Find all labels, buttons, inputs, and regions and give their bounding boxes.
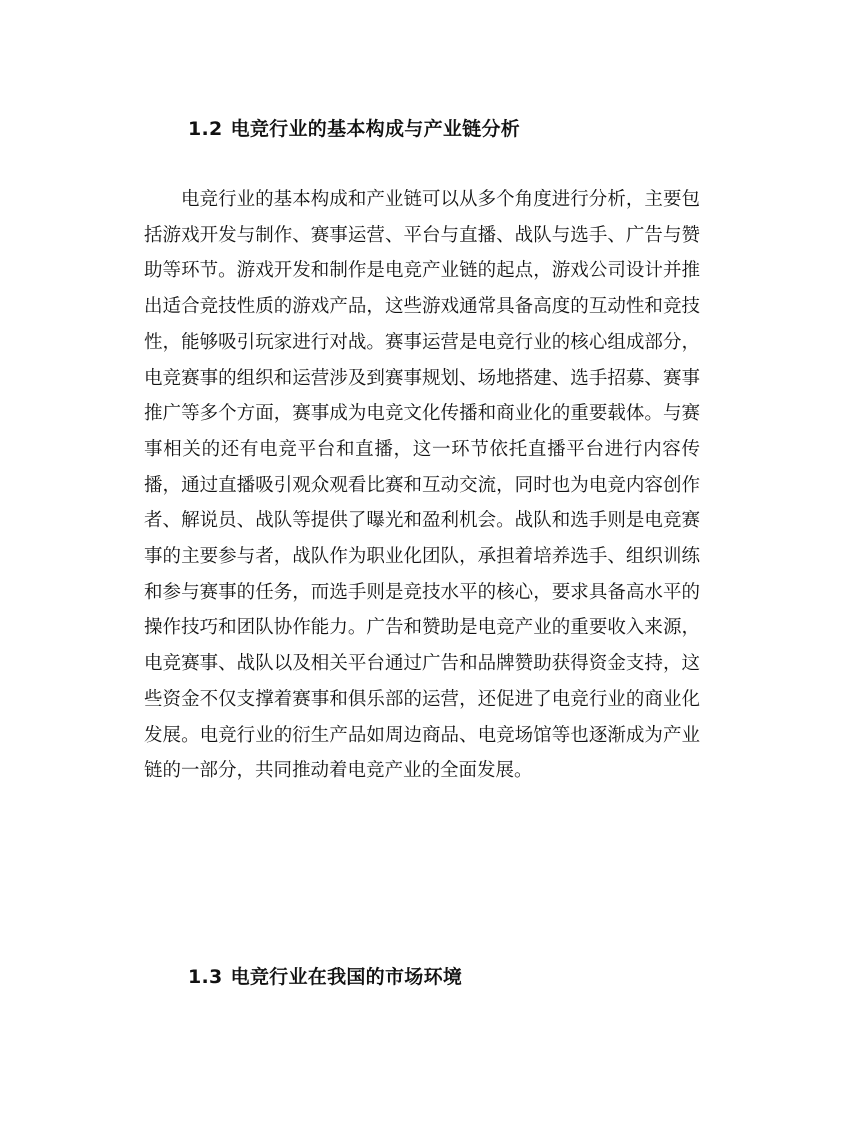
section-title: 电竞行业的基本构成与产业链分析	[230, 118, 521, 140]
section-heading-1-2	[188, 116, 520, 142]
section-number: 1.3	[188, 966, 223, 988]
section-number: 1.2	[188, 118, 223, 140]
body-paragraph: 电竞行业的基本构成和产业链可以从多个角度进行分析，主要包括游戏开发与制作、赛事运营、平台与直播、战队与选手、广告与赞助等环节。游戏开发和制作是电竞产业链的起点，游戏公司设计并推出适合竞技性质的游戏产品，这些游戏通常具备高度的互动性和竞技性，能够吸引玩家进行对战。赛事运营是电竞行业的核心组成部分，电竞赛事的组织和运营涉及到赛事规划、场地搭建、选手招募、赛事推广等多个方面，赛事成为电竞文化传播和商业化的重要载体。与赛事相关的还有电竞平台和直播，这一环节依托直播平台进行内容传播，通过直播吸引观众观看比赛和互动交流，同时也为电竞内容创作者、解说员、战队等提供了曝光和盈利机会。战队和选手则是电竞赛事的主要参与者，战队作为职业化团队，承担着培养选手、组织训练和参与赛事的任务，而选手则是竞技水平的核心，要求具备高水平的操作技巧和团队协作能力。广告和赞助是电竞产业的重要收入来源，电竞赛事、战队以及相关平台通过广告和品牌赞助获得资金支持，这些资金不仅支撑着赛事和俱乐部的运营，还促进了电竞行业的商业化发展。电竞行业的衍生产品如周边商品、电竞场馆等也逐渐成为产业链的一部分，共同推动着电竞产业的全面发展。	[144, 189, 700, 782]
section-title: 电竞行业在我国的市场环境	[230, 966, 463, 988]
section-heading-1-3	[188, 964, 462, 990]
